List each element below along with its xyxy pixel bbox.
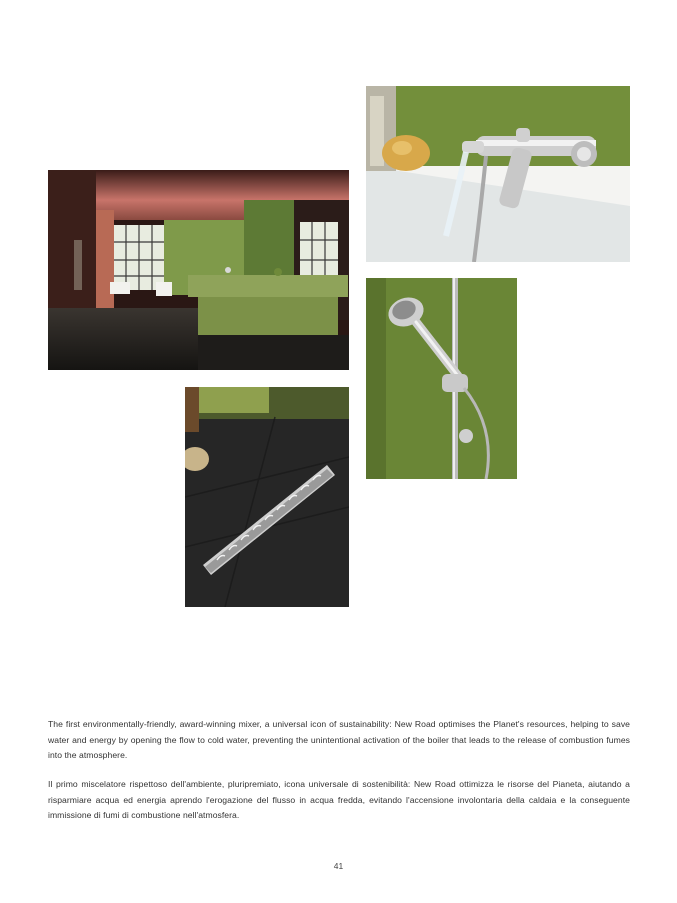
page-number: 41 xyxy=(333,861,344,871)
bath-mixer-image xyxy=(366,86,630,262)
bath-mixer-photo xyxy=(366,86,630,262)
floor-drain-image xyxy=(185,387,349,607)
italian-description: Il primo miscelatore rispettoso dell'ambiente, pluripremiato, icona universale di sostenibilità: New Road ottimizza le risorse del Pianeta, aiutando a risparmiare acqua ed energia aprendo l'erogazione del flusso in acqua fredda, evitando l'accensione involontaria della caldaia e la conseguente immissione di fumi di combustione nell'atmosfera. xyxy=(48,779,630,820)
bathroom-interior-photo xyxy=(48,170,349,370)
shower-head-image xyxy=(366,278,517,479)
floor-drain-photo xyxy=(185,387,349,607)
shower-head-photo xyxy=(366,278,517,479)
bathroom-interior-image xyxy=(48,170,349,370)
english-description: The first environmentally-friendly, award-winning mixer, a universal icon of sustainability: New Road optimises the Planet's resources, helping to save water and energy by opening the flow to cold water, preventing the unintentional activation of the boiler that leads to the release of combustion fumes into the atmosphere. xyxy=(48,719,630,760)
